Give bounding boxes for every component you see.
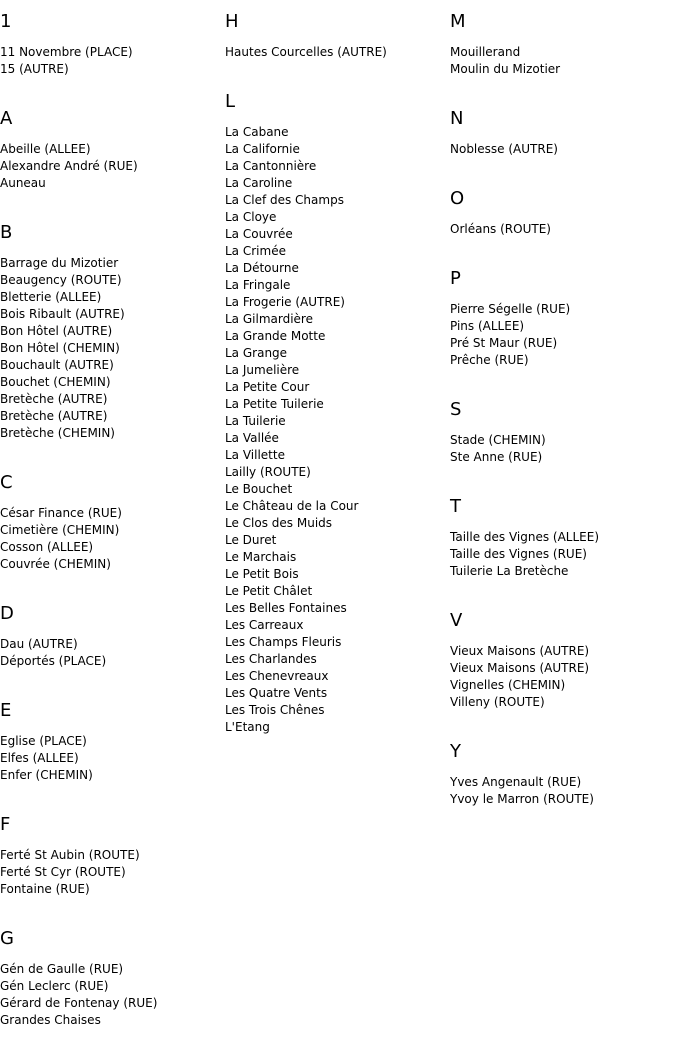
street-list xyxy=(0,847,225,898)
street-name: La Grange xyxy=(225,346,288,360)
street-name: La Cabane xyxy=(225,125,289,139)
street-name: Ferté St Cyr (ROUTE) xyxy=(0,865,126,879)
street-name: Yvoy le Marron (ROUTE) xyxy=(450,792,594,806)
letter-group xyxy=(450,10,675,78)
street-name: Bouchault (AUTRE) xyxy=(0,358,114,372)
street-list xyxy=(225,124,450,736)
street-name: Bretèche (AUTRE) xyxy=(0,392,108,406)
street-list xyxy=(0,636,225,670)
street-name: La Californie xyxy=(225,142,300,156)
letter-heading: A xyxy=(0,108,13,129)
street-name: Lailly (ROUTE) xyxy=(225,465,311,479)
street-name: Barrage du Mizotier xyxy=(0,256,119,270)
street-name: Grandes Chaises xyxy=(0,1013,101,1027)
street-list xyxy=(450,301,675,369)
street-name: La Caroline xyxy=(225,176,293,190)
letter-heading: D xyxy=(0,603,14,624)
letter-heading: O xyxy=(450,188,465,209)
street-name: La Cloye xyxy=(225,210,277,224)
street-name: Vignelles (CHEMIN) xyxy=(450,678,566,692)
street-name: Eglise (PLACE) xyxy=(0,734,87,748)
street-name: Mouillerand xyxy=(450,45,521,59)
street-name: La Frogerie (AUTRE) xyxy=(225,295,345,309)
street-list xyxy=(0,961,225,1029)
street-name: 15 (AUTRE) xyxy=(0,62,69,76)
street-name: Hautes Courcelles (AUTRE) xyxy=(225,45,387,59)
street-name: Bretèche (AUTRE) xyxy=(0,409,108,423)
street-name: Taille des Vignes (ALLEE) xyxy=(450,530,600,544)
street-list xyxy=(450,643,675,711)
street-name: Abeille (ALLEE) xyxy=(0,142,91,156)
street-name: Prêche (RUE) xyxy=(450,353,529,367)
street-name: Bretèche (CHEMIN) xyxy=(0,426,115,440)
letter-heading: V xyxy=(450,610,463,631)
letter-heading: E xyxy=(0,700,12,721)
letter-heading: L xyxy=(225,91,236,112)
letter-heading: 1 xyxy=(0,11,12,32)
street-name: Les Chenevreaux xyxy=(225,669,329,683)
street-name: Pré St Maur (RUE) xyxy=(450,336,558,350)
street-name: Orléans (ROUTE) xyxy=(450,222,551,236)
letter-heading: P xyxy=(450,268,461,289)
street-name: La Détourne xyxy=(225,261,299,275)
street-name: Bouchet (CHEMIN) xyxy=(0,375,111,389)
street-name: La Tuilerie xyxy=(225,414,286,428)
street-name: Noblesse (AUTRE) xyxy=(450,142,558,156)
letter-group xyxy=(0,221,225,442)
street-name: Villeny (ROUTE) xyxy=(450,695,545,709)
street-name: Cosson (ALLEE) xyxy=(0,540,94,554)
street-name: Alexandre André (RUE) xyxy=(0,159,138,173)
street-list xyxy=(0,255,225,442)
letter-group xyxy=(450,740,675,808)
street-name: Dau (AUTRE) xyxy=(0,637,78,651)
letter-group xyxy=(0,927,225,1029)
letter-group xyxy=(450,398,675,466)
street-name: Stade (CHEMIN) xyxy=(450,433,546,447)
street-list xyxy=(450,221,675,238)
street-name: Ferté St Aubin (ROUTE) xyxy=(0,848,140,862)
street-name: La Crimée xyxy=(225,244,286,258)
letter-group xyxy=(0,471,225,573)
street-name: Les Belles Fontaines xyxy=(225,601,347,615)
street-index-column-3 xyxy=(450,10,675,837)
street-name: Cimetière (CHEMIN) xyxy=(0,523,120,537)
street-name: Déportés (PLACE) xyxy=(0,654,107,668)
street-name: Le Petit Châlet xyxy=(225,584,313,598)
street-name: Enfer (CHEMIN) xyxy=(0,768,93,782)
street-list xyxy=(450,44,675,78)
letter-group xyxy=(450,495,675,580)
letter-group xyxy=(450,187,675,238)
street-name: Les Quatre Vents xyxy=(225,686,328,700)
street-list xyxy=(450,141,675,158)
letter-group xyxy=(0,10,225,78)
letter-group xyxy=(450,267,675,369)
street-name: L'Etang xyxy=(225,720,270,734)
street-name: La Couvrée xyxy=(225,227,293,241)
street-name: Ste Anne (RUE) xyxy=(450,450,543,464)
street-name: Tuilerie La Bretèche xyxy=(450,564,569,578)
street-list xyxy=(450,774,675,808)
street-name: Vieux Maisons (AUTRE) xyxy=(450,644,590,658)
street-index-column-2 xyxy=(225,10,450,765)
street-list xyxy=(450,432,675,466)
street-name: Elfes (ALLEE) xyxy=(0,751,79,765)
letter-group xyxy=(0,602,225,670)
letter-group xyxy=(450,107,675,158)
letter-heading: M xyxy=(450,11,466,32)
letter-heading: N xyxy=(450,108,464,129)
street-name: Les Champs Fleuris xyxy=(225,635,342,649)
street-name: Fontaine (RUE) xyxy=(0,882,90,896)
street-name: Bon Hôtel (CHEMIN) xyxy=(0,341,120,355)
street-name: Gén Leclerc (RUE) xyxy=(0,979,109,993)
street-name: Le Bouchet xyxy=(225,482,293,496)
letter-group xyxy=(0,813,225,898)
letter-heading: B xyxy=(0,222,13,243)
letter-heading: S xyxy=(450,399,462,420)
street-name: La Villette xyxy=(225,448,285,462)
street-name: Bois Ribault (AUTRE) xyxy=(0,307,125,321)
letter-heading: T xyxy=(450,496,461,517)
street-name: Gérard de Fontenay (RUE) xyxy=(0,996,158,1010)
street-name: La Fringale xyxy=(225,278,291,292)
letter-group xyxy=(450,609,675,711)
street-name: La Petite Tuilerie xyxy=(225,397,324,411)
street-name: Pins (ALLEE) xyxy=(450,319,525,333)
street-name: Couvrée (CHEMIN) xyxy=(0,557,111,571)
street-name: Le Château de la Cour xyxy=(225,499,359,513)
street-name: César Finance (RUE) xyxy=(0,506,122,520)
letter-heading: Y xyxy=(450,741,461,762)
street-list xyxy=(0,733,225,784)
street-name: Moulin du Mizotier xyxy=(450,62,561,76)
street-name: Auneau xyxy=(0,176,46,190)
street-name: Les Carreaux xyxy=(225,618,304,632)
street-name: Beaugency (ROUTE) xyxy=(0,273,122,287)
street-index-column-1 xyxy=(0,10,225,1058)
letter-group xyxy=(0,699,225,784)
street-name: Le Clos des Muids xyxy=(225,516,333,530)
street-name: Yves Angenault (RUE) xyxy=(450,775,582,789)
street-name: La Petite Cour xyxy=(225,380,310,394)
letter-group xyxy=(225,90,450,736)
street-name: Gén de Gaulle (RUE) xyxy=(0,962,124,976)
street-name: La Gilmardière xyxy=(225,312,313,326)
street-list xyxy=(450,529,675,580)
letter-heading: H xyxy=(225,11,239,32)
street-name: Vieux Maisons (AUTRE) xyxy=(450,661,590,675)
street-name: Pierre Ségelle (RUE) xyxy=(450,302,571,316)
street-name: Taille des Vignes (RUE) xyxy=(450,547,587,561)
letter-heading: F xyxy=(0,814,11,835)
street-name: Le Marchais xyxy=(225,550,297,564)
street-list xyxy=(0,141,225,192)
street-name: 11 Novembre (PLACE) xyxy=(0,45,133,59)
street-name: La Clef des Champs xyxy=(225,193,344,207)
letter-group xyxy=(225,10,450,61)
letter-heading: C xyxy=(0,472,13,493)
street-name: Les Trois Chênes xyxy=(225,703,325,717)
street-list xyxy=(0,505,225,573)
street-list xyxy=(0,44,225,78)
street-name: Bon Hôtel (AUTRE) xyxy=(0,324,113,338)
letter-heading: G xyxy=(0,928,14,949)
street-name: Le Duret xyxy=(225,533,277,547)
street-name: Le Petit Bois xyxy=(225,567,299,581)
street-name: La Cantonnière xyxy=(225,159,317,173)
street-name: La Grande Motte xyxy=(225,329,326,343)
street-list xyxy=(225,44,450,61)
street-name: Bletterie (ALLEE) xyxy=(0,290,102,304)
letter-group xyxy=(0,107,225,192)
street-name: La Jumelière xyxy=(225,363,300,377)
street-name: La Vallée xyxy=(225,431,279,445)
street-name: Les Charlandes xyxy=(225,652,317,666)
